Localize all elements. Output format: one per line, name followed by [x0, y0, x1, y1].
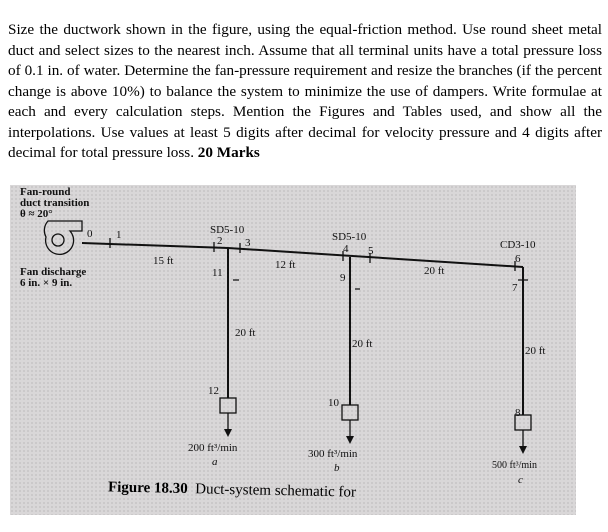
length-20ft-main: 20 ft: [424, 265, 445, 277]
length-branch-c: 20 ft: [525, 345, 546, 357]
node-10: 10: [328, 397, 339, 409]
node-3: 3: [245, 237, 251, 249]
node-2: 2: [217, 235, 223, 247]
fitting-label-3: CD3-10: [500, 239, 536, 251]
length-15ft: 15 ft: [153, 255, 174, 267]
outlet-a-id: a: [212, 456, 218, 468]
question-body: Size the ductwork shown in the figure, using the equal-friction method. Use round sheet metal duct and select sizes to the nearest inch. Assume that all terminal units have a total pressure loss of 0.1 in. of water. Determine the fan-pressure requirement and resize the branches (if the percent change is above 10%) to balance the system to minimize the use of dampers. Write formulae at each and every calculation steps. Mention the Figures and Tables used, and show all the interpolations. Use values at least 5 digits after decimal for velocity pressure and 4 digits after decimal for total pressure loss.: [8, 21, 602, 162]
duct-system-figure: [10, 185, 576, 515]
fitting-label-1: SD5-10: [210, 224, 245, 236]
fan-discharge-label: Fan discharge 6 in. × 9 in.: [20, 266, 87, 289]
outlet-b-id: b: [334, 462, 340, 474]
node-8: 8: [515, 407, 521, 419]
fitting-label-2: SD5-10: [332, 231, 367, 243]
length-branch-b: 20 ft: [352, 338, 373, 350]
question-text: [8, 20, 602, 164]
terminal-box-a: [220, 398, 236, 413]
length-branch-a: 20 ft: [235, 327, 256, 339]
node-11: 11: [212, 267, 223, 279]
fan-icon: [44, 221, 82, 254]
node-7: 7: [512, 282, 518, 294]
terminal-box-b: [342, 405, 358, 420]
outlet-a-flow: 200 ft³/min: [188, 442, 238, 454]
node-1: 1: [116, 229, 122, 241]
node-0: 0: [87, 228, 93, 240]
figure-caption: Figure 18.30 Duct-system schematic for: [107, 479, 357, 501]
node-5: 5: [368, 245, 374, 257]
outlet-b-flow: 300 ft³/min: [308, 448, 358, 460]
length-12ft: 12 ft: [275, 259, 296, 271]
node-6: 6: [515, 253, 521, 265]
marks-label: 20 Marks: [197, 144, 260, 162]
node-12: 12: [208, 385, 219, 397]
outlet-c-flow: 500 ft³/min: [492, 460, 537, 471]
main-duct: [82, 243, 523, 267]
fan-transition-label: Fan-round duct transition θ ≈ 20°: [20, 186, 90, 220]
node-4: 4: [343, 243, 349, 255]
node-9: 9: [340, 272, 346, 284]
outlet-c-id: c: [518, 474, 523, 486]
